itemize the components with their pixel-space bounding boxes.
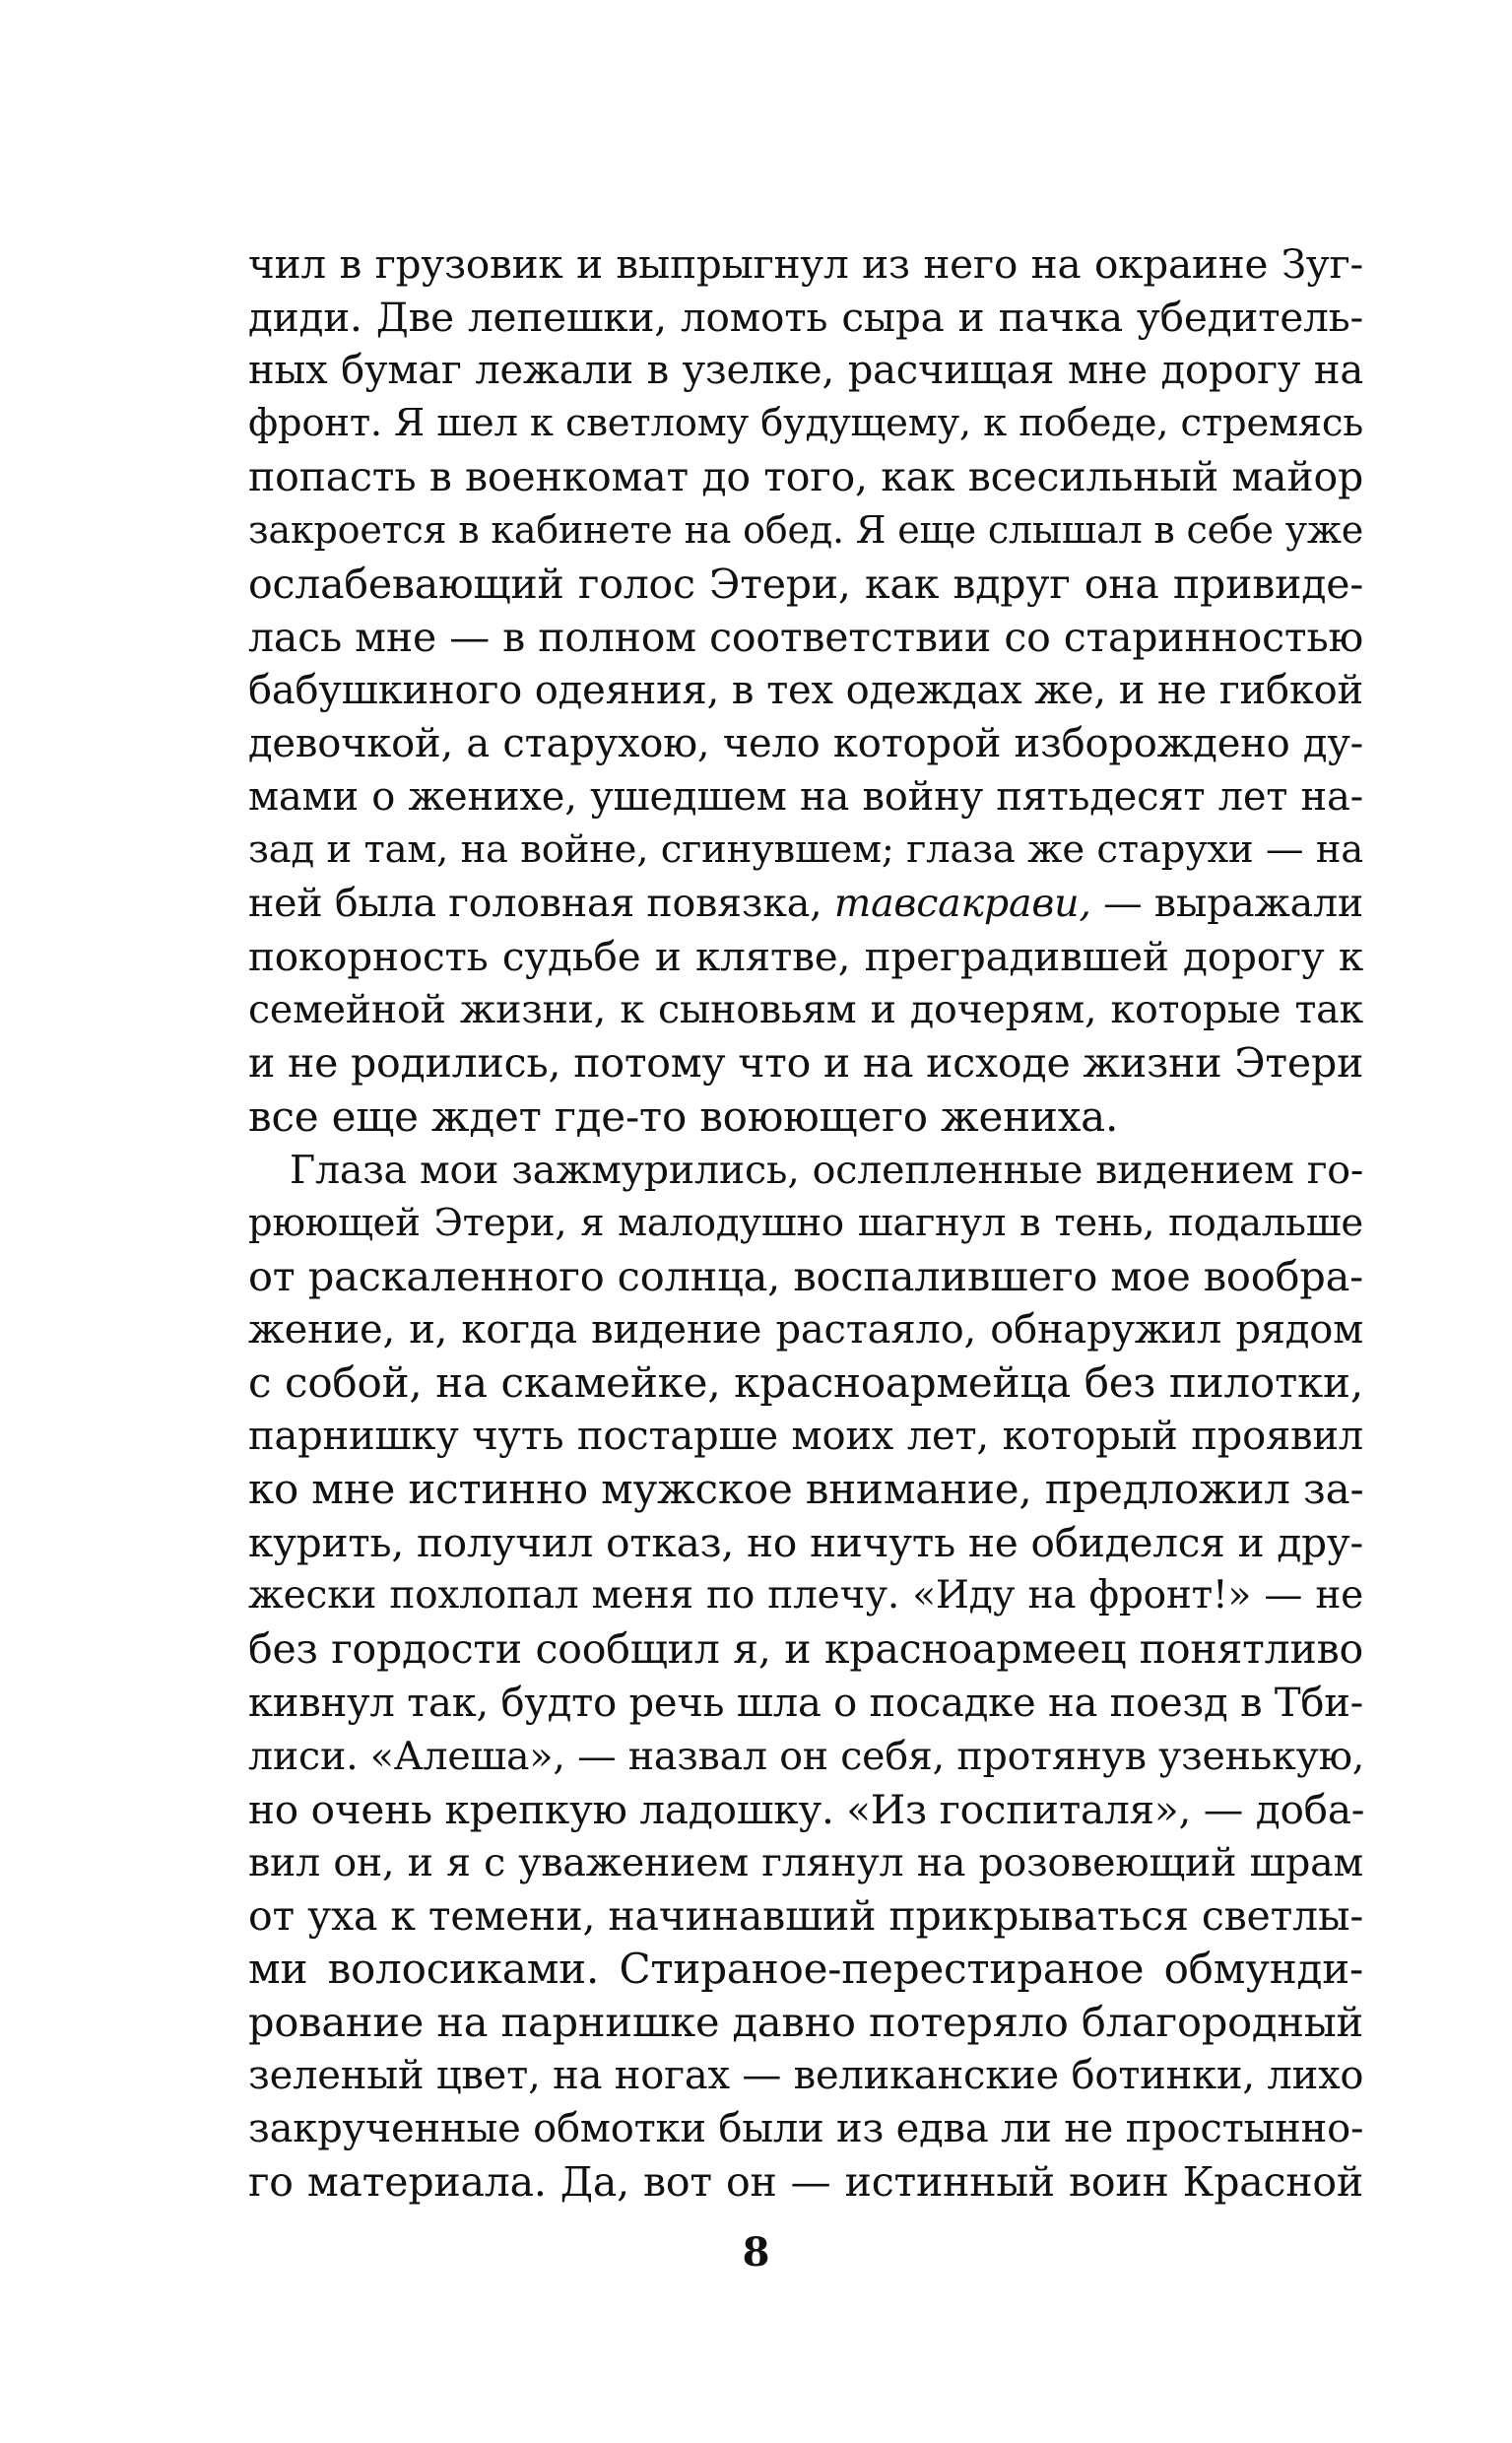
text-line: закрученные обмотки были из едва ли не простынно-: [248, 2106, 1364, 2152]
text-line: без гордости сообщил я, и красноармеец понятливо: [248, 1625, 1363, 1674]
text-line: зеленый цвет, на ногах — великанские ботинки, лихо: [248, 2053, 1364, 2099]
text-line: лиси. «Алеша», — назвал он себя, протянув узенькую,: [248, 1733, 1365, 1779]
text-line: ми волосиками. Стираное-перестираное обмунди-: [248, 1945, 1363, 1993]
italic-term: тавсакрави,: [833, 881, 1091, 927]
text-line: кивнул так, будто речь шла о посадке на поезд в Тби-: [248, 1680, 1363, 1726]
paragraph-1: [248, 237, 1363, 1144]
text-line: го материала. Да, вот он — истинный воин Красной: [248, 2158, 1363, 2207]
text-line: жески похлопал меня по плечу. «Иду на фронт!» — не: [248, 1573, 1363, 1618]
line-start: ней была головная повязка,: [248, 881, 834, 927]
text-line: девочкой, а старухою, чело которой изборождено ду-: [248, 720, 1363, 766]
paragraph-2: [248, 1144, 1363, 2210]
text-line: от уха к темени, начинавший прикрываться светлы-: [248, 1891, 1363, 1940]
text-line: ных бумаг лежали в узелке, расчищая мне дорогу на: [248, 348, 1363, 394]
text-line: ко мне истинно мужское внимание, предложил за-: [248, 1465, 1364, 1514]
page-number: 8: [742, 2229, 770, 2276]
text-line: закроется в кабинете на обед. Я еще слышал в себе уже: [248, 508, 1363, 553]
text-line: мами о женихе, ушедшем на войну пятьдесят лет на-: [248, 773, 1363, 820]
text-line: лась мне — в полном соответствии со старинностью: [248, 613, 1363, 661]
text-line: парнишку чуть постарше моих лет, который проявил: [248, 1414, 1363, 1460]
text-line: вил он, и я с уважением глянул на розовеющий шрам: [248, 1839, 1363, 1885]
text-line: курить, получил отказ, но ничуть не обиделся и дру-: [248, 1519, 1363, 1567]
text-line: попасть в военкомат до того, как всесильный майор: [248, 453, 1363, 501]
text-line: жение, и, когда видение растаяло, обнаружил рядом: [248, 1306, 1363, 1353]
text-line: Глаза мои зажмурились, ослепленные видением го-: [290, 1147, 1363, 1193]
body-text: [248, 237, 1363, 2209]
text-line: от раскаленного солнца, воспалившего мое вообра-: [248, 1251, 1363, 1300]
text-line: бабушкиного одеяния, в тех одеждах же, и не гибкой: [248, 667, 1363, 713]
text-line: и не родились, потому что и на исходе жизни Этери: [248, 1039, 1364, 1088]
text-line: с собой, на скамейке, красноармейца без пилотки,: [248, 1357, 1363, 1407]
text-line: чил в грузовик и выпрыгнул из него на окраине Зуг-: [248, 240, 1363, 288]
text-line: семейной жизни, к сыновьям и дочерям, которые так: [248, 987, 1363, 1033]
text-line: диди. Две лепешки, ломоть сыра и пачка убедитель-: [248, 294, 1363, 342]
text-line: рюющей Этери, я малодушно шагнул в тень, подальше: [248, 1200, 1363, 1245]
text-line: ослабевающий голос Этери, как вдруг она привиде-: [248, 560, 1363, 608]
text-line: фронт. Я шел к светлому будущему, к победе, стремясь: [248, 401, 1363, 446]
line-end: — выражали: [1090, 881, 1364, 927]
text-line: все еще ждет где-то воюющего жениха.: [248, 1091, 1119, 1141]
text-line: зад и там, на войне, сгинувшем; глаза же старухи — на: [248, 827, 1363, 873]
text-line: покорность судьбе и клятве, преградившей дорогу к: [248, 933, 1363, 981]
text-line: рование на парнишке давно потеряло благородный: [248, 1998, 1363, 2047]
text-line-with-italic: [248, 877, 1363, 930]
text-line: но очень крепкую ладошку. «Из госпиталя», — доба-: [248, 1785, 1365, 1833]
